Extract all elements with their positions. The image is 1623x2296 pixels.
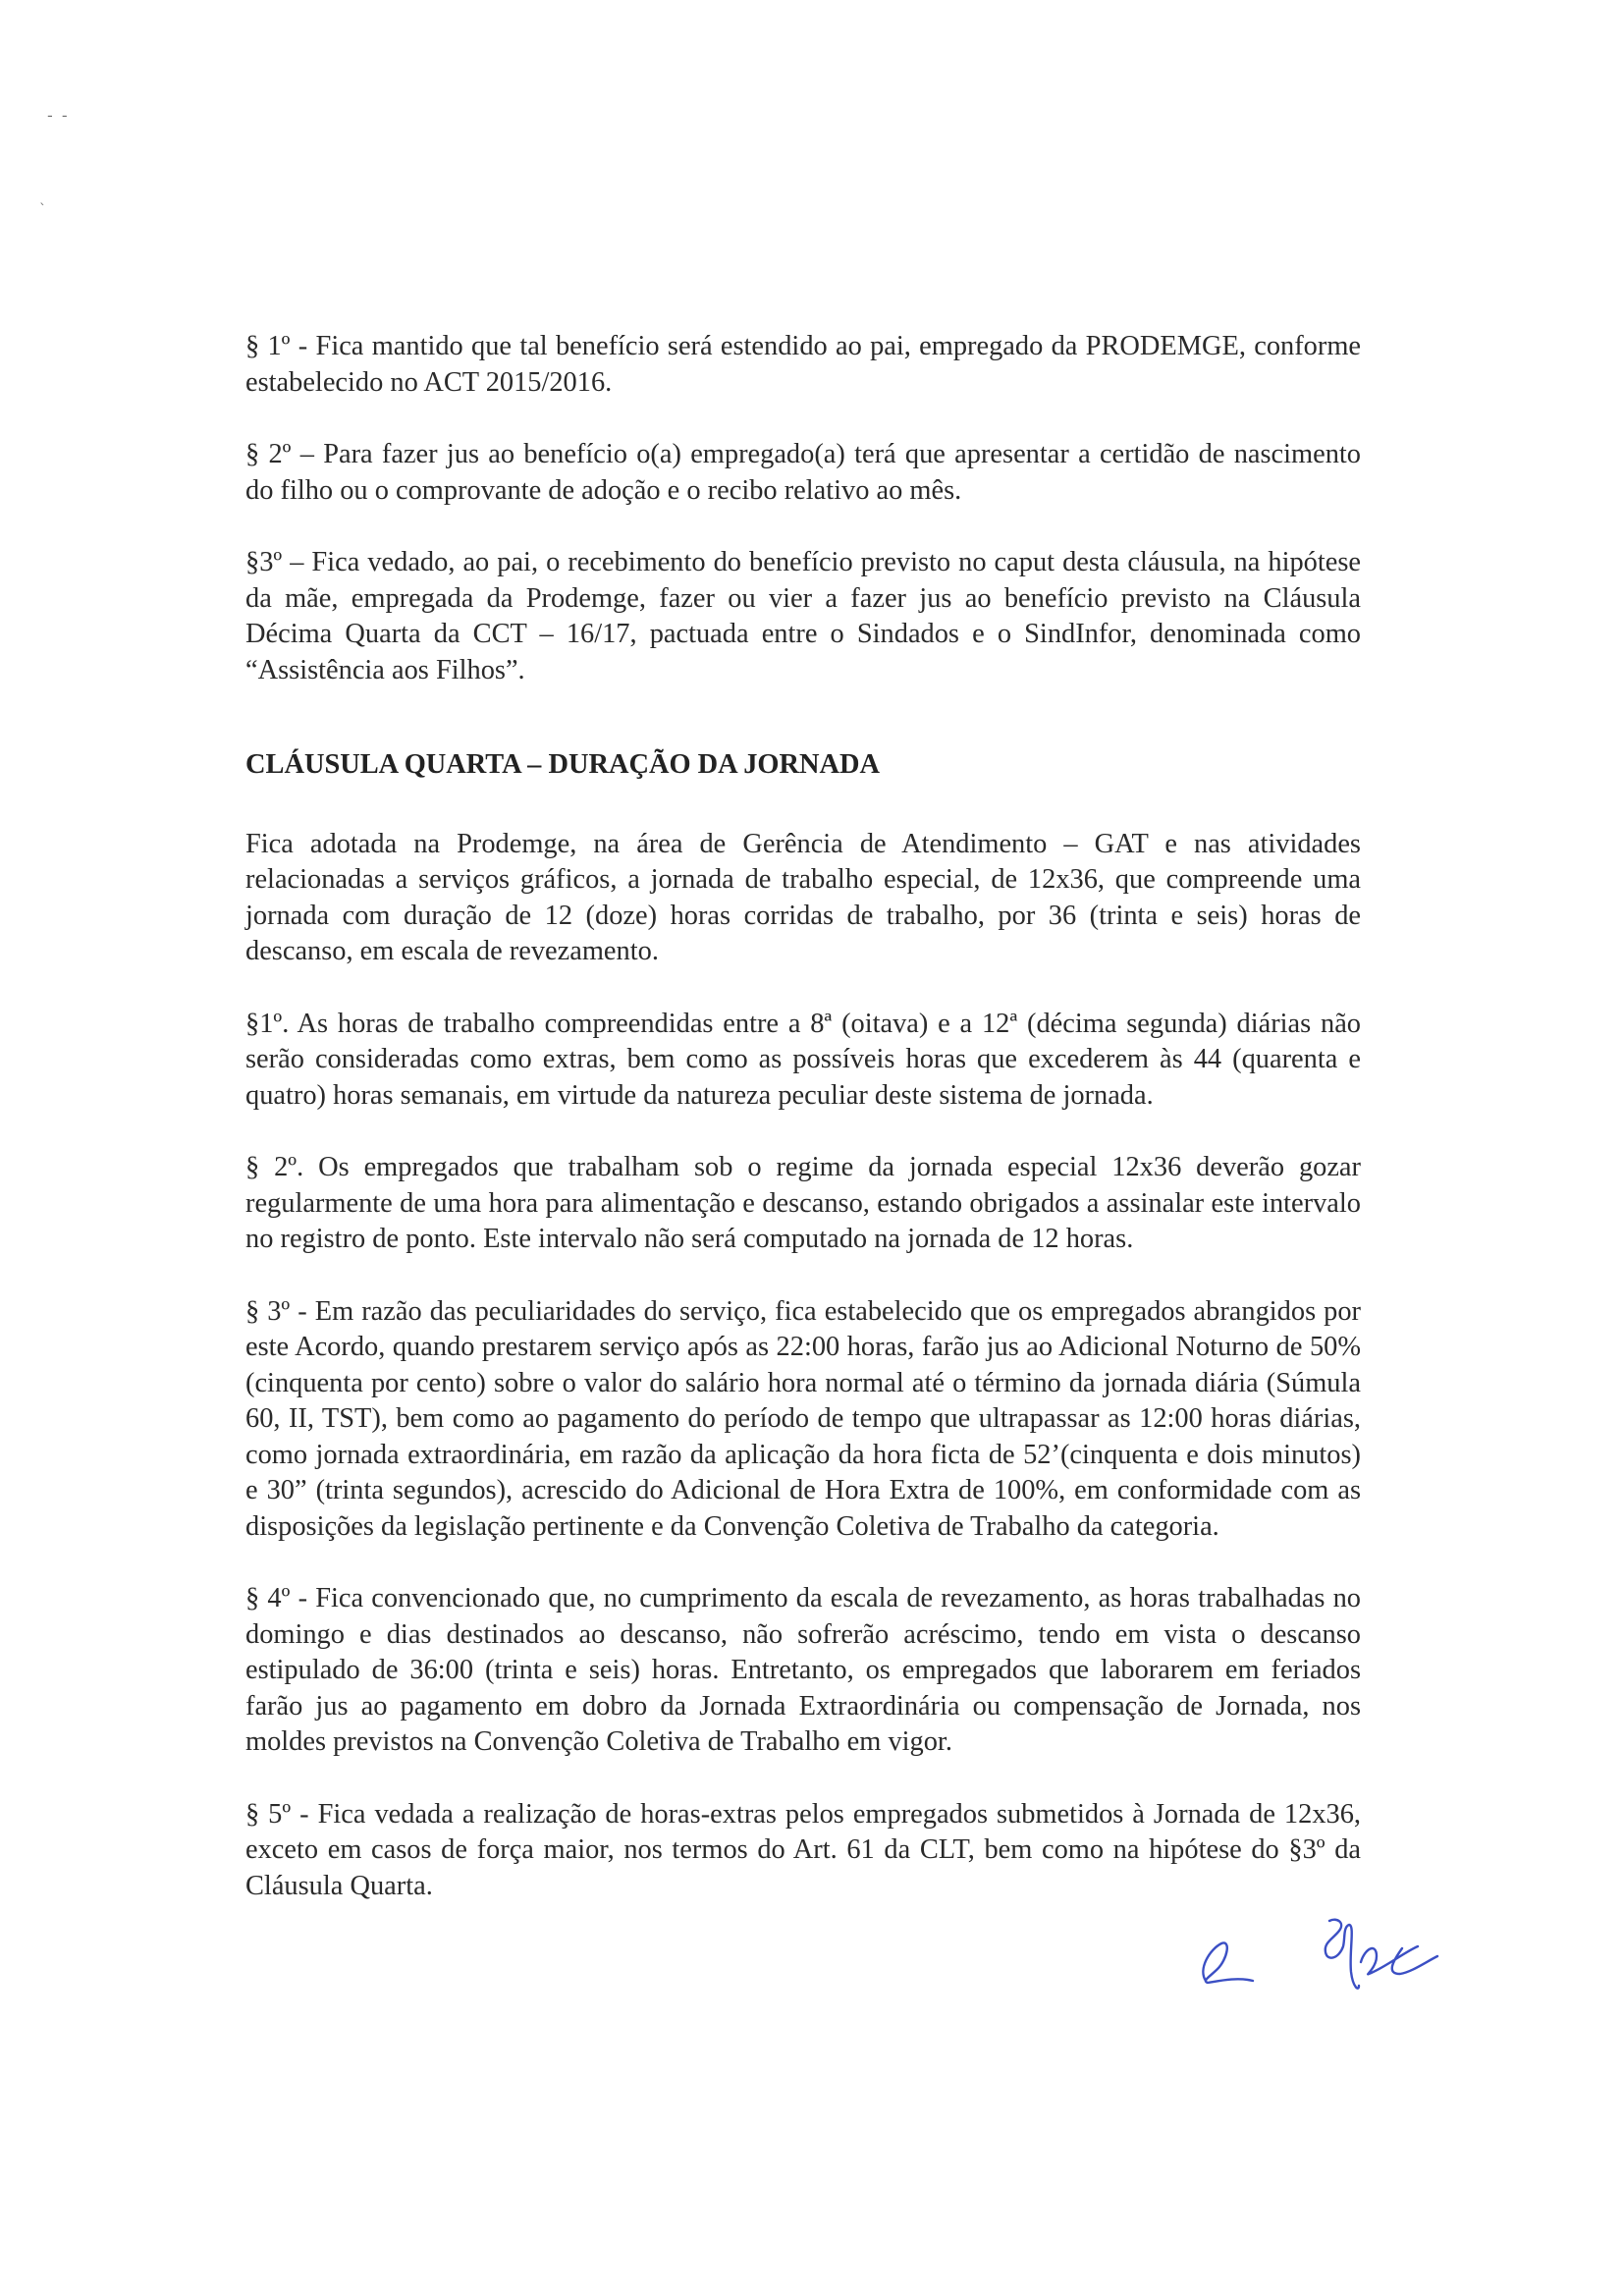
paragraph-section-5: § 5º - Fica vedada a realização de horas-extras pelos empregados submetidos à Jornada de 12x36, exceto em casos de força maior, nos termos do Art. 61 da CLT, bem como na hipótese do §3º da Cláusula Quarta. bbox=[245, 1798, 1361, 1901]
paragraph-section-3: § 3º - Em razão das peculiaridades do serviço, fica estabelecido que os empregados abrangidos por este Acordo, quando prestarem serviço após as 22:00 horas, farão jus ao Adicional Noturno de 50% (cinquenta por cento) sobre o valor do salário hora normal até o término da jornada diária (Súmula 60, II, TST), bem como ao pagamento do período de tempo que ultrapassar as 12:00 horas diárias, como jornada extraordinária, em razão da aplicação da hora ficta de 52’(cinquenta e dois minutos) e 30” (trinta segundos), acrescido do Adicional de Hora Extra de 100%, em conformidade com as disposições da legislação pertinente e da Convenção Coletiva de Trabalho da categoria. bbox=[245, 1295, 1361, 1542]
paragraph-section-1: §1º. As horas de trabalho compreendidas entre a 8ª (oitava) e a 12ª (décima segunda) diárias não serão consideradas como extras, bem como as possíveis horas que excederem às 44 (quarenta e quatro) horas semanais, em virtude da natureza peculiar deste sistema de jornada. bbox=[245, 1008, 1361, 1111]
paragraph-3: §3º – Fica vedado, ao pai, o recebimento do benefício previsto no caput desta cláusula, na hipótese da mãe, empregada da Prodemge, fazer ou vier a fazer jus ao benefício previsto na Cláusula Décima Quarta da CCT – 16/17, pactuada entre o Sindados e o SindInfor, denominada como “Assistência aos Filhos”. bbox=[245, 547, 1361, 685]
paragraph-section-4: § 4º - Fica convencionado que, no cumprimento da escala de revezamento, as horas trabalhadas no domingo e dias destinados ao descanso, não sofrerão acréscimo, tendo em vista o descanso estipulado de 36:00 (trinta e seis) horas. Entretanto, os empregados que laborarem em feriados farão jus ao pagamento em dobro da Jornada Extraordinária ou compensação de Jornada, nos moldes previstos na Convenção Coletiva de Trabalho em vigor. bbox=[245, 1583, 1361, 1757]
paragraph-1: § 1º - Fica mantido que tal benefício será estendido ao pai, empregado da PRODEMGE, conforme estabelecido no ACT 2015/2016. bbox=[245, 331, 1361, 398]
document-body bbox=[245, 329, 1361, 1904]
clause-heading: CLÁUSULA QUARTA – DURAÇÃO DA JORNADA bbox=[245, 749, 880, 780]
scan-mark: ‐ ‐ bbox=[47, 106, 70, 125]
paragraph-section-2: § 2º. Os empregados que trabalham sob o regime da jornada especial 12x36 deverão gozar regularmente de uma hora para alimentação e descanso, estando obrigados a assinalar este intervalo no registro de ponto. Este intervalo não será computado na jornada de 12 horas. bbox=[245, 1152, 1361, 1254]
signature-initials-1 bbox=[1188, 1920, 1276, 1998]
signature-initials-2 bbox=[1316, 1913, 1443, 2001]
paragraph-2: § 2º – Para fazer jus ao benefício o(a) empregado(a) terá que apresentar a certidão de nascimento do filho ou o comprovante de adoção e o recibo relativo ao mês. bbox=[245, 439, 1361, 506]
paragraph-clause-intro: Fica adotada na Prodemge, na área de Gerência de Atendimento – GAT e nas atividades relacionadas a serviços gráficos, a jornada de trabalho especial, de 12x36, que compreende uma jornada com duração de 12 (doze) horas corridas de trabalho, por 36 (trinta e seis) horas de descanso, em escala de revezamento. bbox=[245, 828, 1361, 966]
scan-mark: ` bbox=[39, 202, 46, 218]
